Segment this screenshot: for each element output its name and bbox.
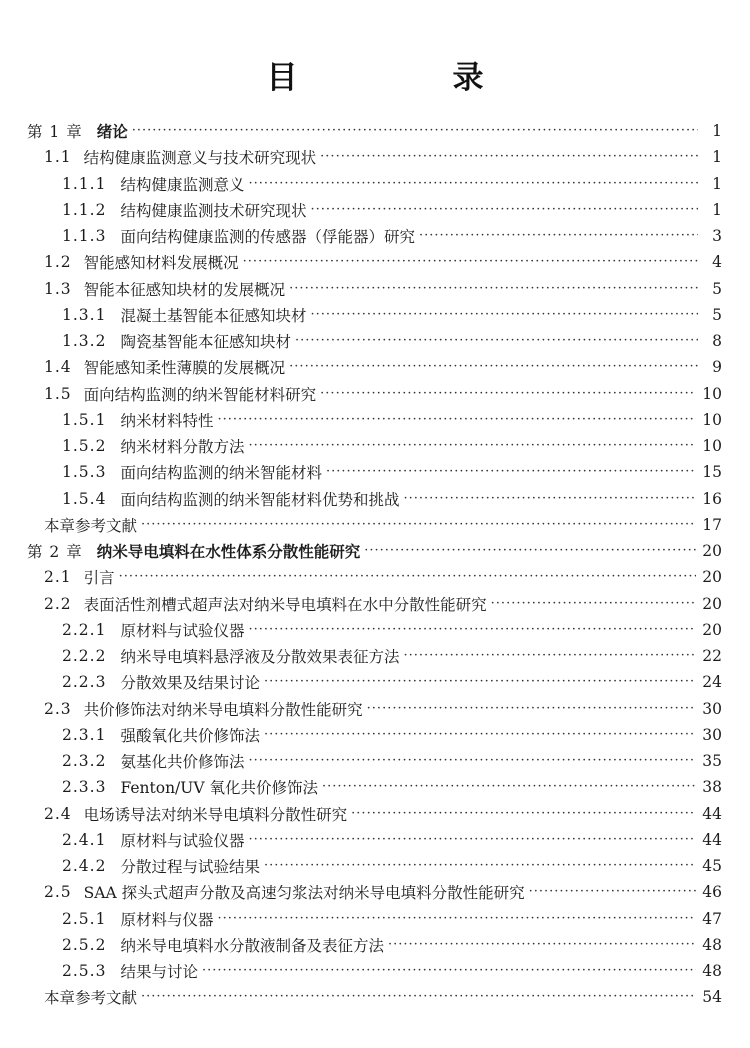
dot-leader — [529, 879, 697, 905]
dot-leader — [320, 144, 698, 170]
toc-page-number: 1 — [712, 174, 722, 193]
toc-entry-title: 纳米导电填料在水性体系分散性能研究 — [96, 543, 361, 561]
dot-leader — [217, 407, 696, 433]
toc-page-number: 20 — [702, 542, 722, 560]
toc-section-entry[interactable] — [44, 354, 722, 380]
toc-entry-number: 1.5.3 — [62, 463, 107, 482]
dot-leader — [141, 512, 696, 538]
toc-page-number: 1 — [712, 148, 722, 167]
toc-entry-title: 智能感知柔性薄膜的发展概况 — [83, 359, 286, 378]
toc-subsection-entry[interactable] — [62, 774, 722, 800]
toc-entry-number: 1.1 — [44, 148, 72, 167]
toc-entry-title: 原材料与试验仪器 — [120, 831, 245, 850]
toc-chapter-entry[interactable] — [27, 118, 722, 144]
toc-section-entry[interactable] — [44, 984, 722, 1010]
toc-entry-number: 第 1 章 — [27, 123, 83, 141]
toc-entry-number: 1.1.1 — [62, 174, 107, 193]
page-title: 目 录 — [266, 60, 546, 96]
toc-subsection-entry[interactable] — [62, 643, 722, 669]
toc-entry-title: 结构健康监测意义 — [120, 175, 245, 194]
toc-entry-title: 面向结构监测的纳米智能材料优势和挑战 — [120, 490, 400, 509]
toc-page-number: 10 — [702, 384, 722, 403]
toc-entry-title: 结构健康监测技术研究现状 — [120, 201, 307, 220]
toc-subsection-entry[interactable] — [62, 223, 722, 249]
toc-entry-number: 1.5.2 — [62, 437, 107, 455]
toc-page-number: 10 — [702, 410, 722, 429]
toc-entry-title: 纳米材料特性 — [120, 411, 214, 430]
toc-entry-number: 2.5.2 — [62, 935, 107, 954]
toc-page-number: 5 — [712, 305, 722, 324]
toc-entry-number: 2.2.1 — [62, 620, 107, 639]
toc-entry-number: 1.3 — [44, 279, 72, 298]
toc-page-number: 30 — [702, 725, 722, 744]
dot-leader — [491, 591, 697, 617]
toc-subsection-entry[interactable] — [62, 722, 722, 748]
toc-entry-number: 1.5.4 — [62, 489, 107, 508]
toc-page-number: 4 — [712, 253, 722, 272]
toc-section-entry[interactable] — [44, 249, 722, 275]
dot-leader — [403, 486, 696, 512]
toc-entry-number: 2.5 — [44, 883, 72, 902]
toc-entry-number: 1.5 — [44, 384, 72, 403]
toc-page-number: 1 — [712, 200, 722, 219]
toc-page-number: 48 — [702, 962, 722, 980]
toc-entry-number: 2.3.1 — [62, 725, 107, 744]
toc-subsection-entry[interactable] — [62, 853, 722, 879]
dot-leader — [248, 171, 698, 197]
toc-entry-title: 引言 — [83, 569, 115, 588]
toc-entry-title: 本章参考文献 — [44, 989, 138, 1008]
toc-page-number: 45 — [702, 857, 722, 875]
dot-leader — [248, 827, 696, 853]
dot-leader — [119, 564, 697, 590]
toc-page-number: 47 — [702, 909, 722, 928]
toc-subsection-entry[interactable] — [62, 486, 722, 512]
toc-subsection-entry[interactable] — [62, 433, 722, 459]
toc-entry-number: 1.3.2 — [62, 332, 107, 350]
toc-section-entry[interactable] — [44, 276, 722, 302]
toc-entry-number: 1.3.1 — [62, 305, 107, 324]
toc-section-entry[interactable] — [44, 144, 722, 170]
toc-page-number: 1 — [712, 122, 722, 140]
toc-section-entry[interactable] — [44, 512, 722, 538]
toc-page-number: 44 — [702, 830, 722, 849]
toc-entry-number: 1.4 — [44, 358, 72, 377]
toc-section-entry[interactable] — [44, 381, 722, 407]
toc-entry-title: 强酸氧化共价修饰法 — [120, 726, 260, 745]
toc-chapter-entry[interactable] — [27, 538, 722, 564]
toc-entry-title: 纳米导电填料水分散液制备及表征方法 — [120, 936, 384, 955]
toc-page-number: 38 — [702, 778, 722, 797]
dot-leader — [403, 643, 696, 669]
toc-entry-title: 结果与讨论 — [120, 963, 198, 981]
dot-leader — [248, 748, 696, 774]
toc-subsection-entry[interactable] — [62, 171, 722, 197]
dot-leader — [141, 984, 696, 1010]
dot-leader — [243, 249, 698, 275]
toc-entry-title: 智能感知材料发展概况 — [83, 254, 239, 273]
toc-entry-number: 2.5.1 — [62, 909, 107, 928]
dot-leader — [132, 118, 698, 144]
dot-leader — [320, 381, 696, 407]
toc-page-number: 46 — [702, 883, 722, 902]
toc-entry-number: 2.3.2 — [62, 752, 107, 770]
toc-entry-number: 2.3 — [44, 699, 72, 718]
dot-leader — [295, 328, 698, 354]
toc-subsection-entry[interactable] — [62, 906, 722, 932]
dot-leader — [367, 696, 697, 722]
toc-entry-number: 第 2 章 — [27, 543, 83, 561]
toc-page-number: 30 — [702, 699, 722, 718]
toc-entry-title: 氨基化共价修饰法 — [120, 753, 245, 771]
toc-entry-title: 原材料与试验仪器 — [120, 621, 245, 640]
toc-page-number: 17 — [702, 515, 722, 534]
dot-leader — [264, 853, 696, 879]
toc-entry-number: 2.2 — [44, 594, 72, 613]
dot-leader — [326, 459, 696, 485]
dot-leader — [264, 669, 696, 695]
toc-subsection-entry[interactable] — [62, 748, 722, 774]
toc-subsection-entry[interactable] — [62, 302, 722, 328]
toc-entry-number: 2.1 — [44, 568, 72, 587]
toc-entry-title: Fenton/UV 氧化共价修饰法 — [120, 779, 318, 798]
toc-entry-title: 混凝土基智能本征感知块材 — [120, 306, 307, 325]
toc-entry-title: 结构健康监测意义与技术研究现状 — [83, 149, 317, 168]
toc-entry-title: 本章参考文献 — [44, 516, 138, 535]
dot-leader — [351, 801, 696, 827]
toc-subsection-entry[interactable] — [62, 617, 722, 643]
toc-section-entry[interactable] — [44, 879, 722, 905]
dot-leader — [264, 722, 696, 748]
toc-entry-number: 1.2 — [44, 253, 72, 272]
toc-page-number: 20 — [702, 568, 722, 587]
toc-entry-title: 原材料与仪器 — [120, 910, 214, 929]
toc-entry-title: 电场诱导法对纳米导电填料分散性研究 — [83, 805, 348, 824]
toc-entry-title: SAA 探头式超声分散及高速匀浆法对纳米导电填料分散性能研究 — [83, 884, 525, 903]
toc-entry-title: 纳米导电填料悬浮液及分散效果表征方法 — [120, 648, 400, 666]
dot-leader — [310, 197, 698, 223]
toc-section-entry[interactable] — [44, 801, 722, 827]
toc-subsection-entry[interactable] — [62, 407, 722, 433]
toc-entry-number: 2.5.3 — [62, 962, 107, 980]
toc-entry-number: 2.2.3 — [62, 673, 107, 692]
toc-page-number: 10 — [702, 437, 722, 455]
toc-section-entry[interactable] — [44, 564, 722, 590]
dot-leader — [289, 276, 698, 302]
toc-subsection-entry[interactable] — [62, 459, 722, 485]
dot-leader — [310, 302, 698, 328]
dot-leader — [322, 774, 696, 800]
dot-leader — [289, 354, 698, 380]
toc-entry-number: 1.1.3 — [62, 227, 107, 245]
toc-entry-title: 智能本征感知块材的发展概况 — [83, 280, 286, 299]
toc-entry-title: 面向结构健康监测的传感器（俘能器）研究 — [120, 228, 415, 246]
toc-entry-title: 分散效果及结果讨论 — [120, 674, 260, 693]
toc-entry-title: 陶瓷基智能本征感知块材 — [120, 333, 291, 351]
dot-leader — [388, 932, 696, 958]
toc-page-number: 48 — [702, 935, 722, 954]
toc-entry-number: 2.2.2 — [62, 647, 107, 665]
toc-page-number: 20 — [702, 594, 722, 613]
dot-leader — [248, 617, 696, 643]
toc-page-number: 54 — [702, 988, 722, 1007]
toc-entry-title: 表面活性剂槽式超声法对纳米导电填料在水中分散性能研究 — [83, 595, 487, 614]
toc-section-entry[interactable] — [44, 591, 722, 617]
toc-page-number: 16 — [702, 489, 722, 508]
toc-entry-number: 2.3.3 — [62, 778, 107, 797]
toc-subsection-entry[interactable] — [62, 827, 722, 853]
toc-page-number: 9 — [712, 358, 722, 377]
toc-entry-title: 面向结构监测的纳米智能材料研究 — [83, 385, 317, 404]
dot-leader — [419, 223, 698, 249]
toc-subsection-entry[interactable] — [62, 669, 722, 695]
toc-page-number: 8 — [712, 332, 722, 350]
toc-subsection-entry[interactable] — [62, 932, 722, 958]
toc-entry-title: 绪论 — [96, 123, 128, 141]
toc-section-entry[interactable] — [44, 696, 722, 722]
dot-leader — [248, 433, 696, 459]
toc-page-number: 5 — [712, 279, 722, 298]
toc-entry-title: 分散过程与试验结果 — [120, 858, 260, 876]
toc-entry-title: 纳米材料分散方法 — [120, 438, 245, 456]
dot-leader — [364, 538, 696, 564]
toc-page-number: 3 — [712, 227, 722, 245]
toc-subsection-entry[interactable] — [62, 197, 722, 223]
toc-page-number: 20 — [702, 620, 722, 639]
toc-page-number: 24 — [702, 673, 722, 692]
toc-subsection-entry[interactable] — [62, 328, 722, 354]
toc-entry-number: 2.4.1 — [62, 830, 107, 849]
toc-entry-number: 1.1.2 — [62, 200, 107, 219]
toc-page-number: 35 — [702, 752, 722, 770]
toc-page-number: 15 — [702, 463, 722, 482]
toc-entry-number: 1.5.1 — [62, 410, 107, 429]
toc-entry-number: 2.4 — [44, 804, 72, 823]
dot-leader — [217, 906, 696, 932]
toc-entry-title: 面向结构监测的纳米智能材料 — [120, 464, 322, 483]
toc-entry-number: 2.4.2 — [62, 857, 107, 875]
toc-page-number: 22 — [702, 647, 722, 665]
toc-page-number: 44 — [702, 804, 722, 823]
toc-entry-title: 共价修饰法对纳米导电填料分散性能研究 — [83, 700, 363, 719]
dot-leader — [202, 958, 696, 984]
toc-subsection-entry[interactable] — [62, 958, 722, 984]
